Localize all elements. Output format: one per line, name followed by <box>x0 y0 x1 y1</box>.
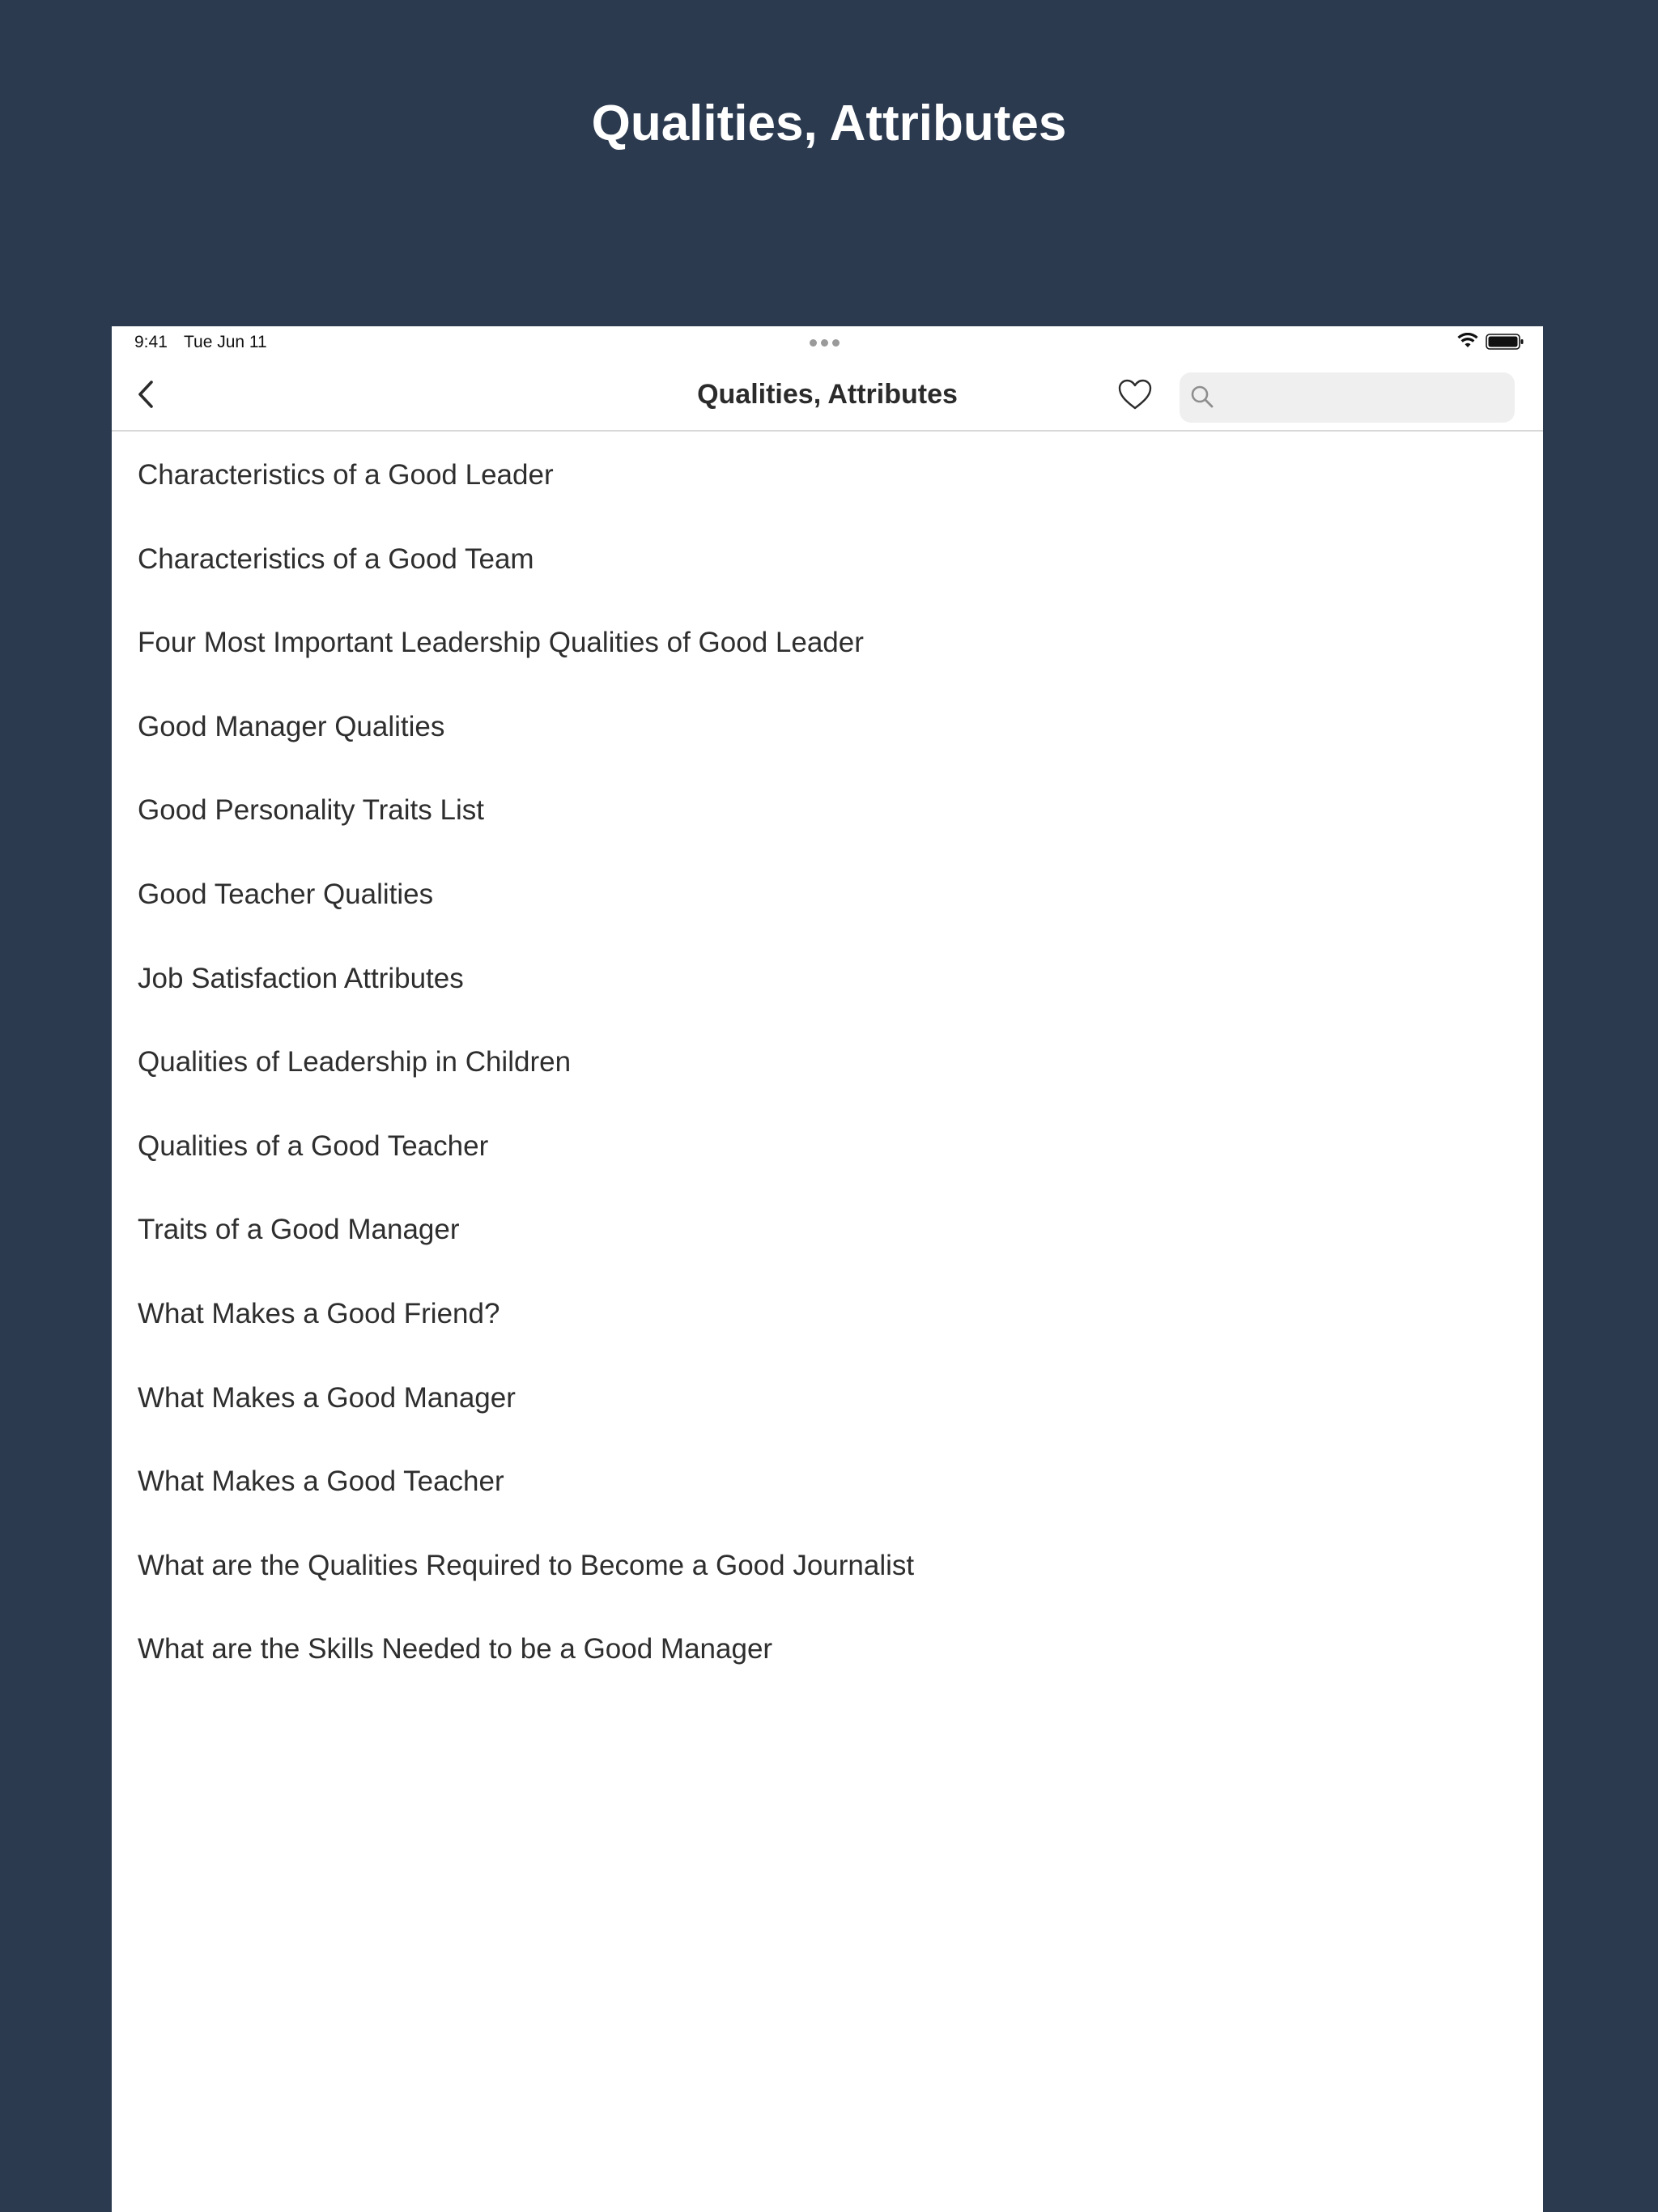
list-item[interactable]: What Makes a Good Manager <box>138 1381 516 1414</box>
status-time: 9:41 <box>134 333 168 351</box>
list-item[interactable]: Four Most Important Leadership Qualities of Good Leader <box>138 627 864 659</box>
multitasking-handle[interactable] <box>810 339 840 347</box>
list-item[interactable]: What are the Skills Needed to be a Good Manager <box>138 1633 773 1665</box>
dot <box>821 339 828 347</box>
app-screen <box>112 326 1543 2212</box>
list-item[interactable]: Qualities of a Good Teacher <box>138 1129 489 1162</box>
wifi-icon <box>1457 333 1478 349</box>
list-item[interactable]: What Makes a Good Teacher <box>138 1465 504 1498</box>
list-item[interactable]: Job Satisfaction Attributes <box>138 962 464 994</box>
search-icon <box>1189 384 1215 410</box>
search-input[interactable] <box>1225 379 1503 416</box>
list-item[interactable]: Characteristics of a Good Leader <box>138 459 554 491</box>
navigation-bar <box>112 357 1543 432</box>
hero-title: Qualities, Attributes <box>591 96 1067 151</box>
dot <box>810 339 817 347</box>
list-item[interactable]: Characteristics of a Good Team <box>138 542 534 575</box>
list-item[interactable]: Traits of a Good Manager <box>138 1214 460 1246</box>
page-title: Qualities, Attributes <box>697 379 958 410</box>
heart-outline-icon <box>1117 378 1153 410</box>
chevron-left-icon <box>137 380 155 409</box>
battery-icon <box>1486 334 1524 350</box>
search-field[interactable] <box>1180 372 1515 423</box>
list-item[interactable]: Good Manager Qualities <box>138 710 445 742</box>
list-item[interactable]: Good Teacher Qualities <box>138 878 434 910</box>
list-item[interactable]: What are the Qualities Required to Become a Good Journalist <box>138 1549 915 1581</box>
status-bar <box>112 326 1543 357</box>
list-item[interactable]: Qualities of Leadership in Children <box>138 1046 572 1078</box>
dot <box>832 339 840 347</box>
status-date: Tue Jun 11 <box>184 333 267 351</box>
topic-list <box>112 433 1543 1691</box>
back-button[interactable] <box>126 373 165 415</box>
list-item[interactable]: What Makes a Good Friend? <box>138 1297 500 1329</box>
favorite-button[interactable] <box>1114 373 1156 415</box>
list-item[interactable]: Good Personality Traits List <box>138 794 484 827</box>
